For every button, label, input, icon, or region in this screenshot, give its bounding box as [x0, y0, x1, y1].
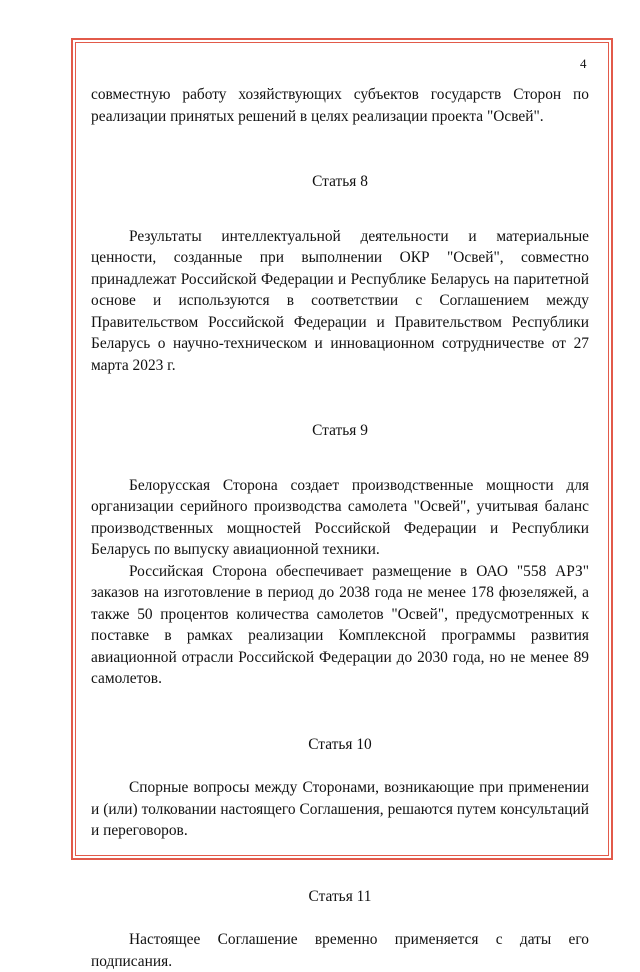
article-9-paragraph-2: Российская Сторона обеспечивает размещение в ОАО "558 АРЗ" заказов на изготовление в период до 2038 года не менее 178 фюзеляжей, а также 50 процентов количества самолетов "Освей", предусмотренных к поставке в рамках реализации Комплексной программы развития авиационной отрасли Российской Федерации до 2030 года, но не менее 89 самолетов. — [91, 562, 589, 687]
spacer — [91, 755, 589, 777]
article-8-paragraph-1: Результаты интеллектуальной деятельности и материальные ценности, созданные при выполнении ОКР "Освей", совместно принадлежат Российской Федерации и Республике Беларусь на паритетной основе и используются в соответствии с Соглашением между Правительством Российской Федерации и Правительством Республики Беларусь о научно-техническом и инновационном сотрудничестве от 27 марта 2023 г. — [91, 227, 589, 374]
article-8-heading: Статья 8 — [312, 173, 368, 190]
article-10-heading: Статья 10 — [308, 735, 372, 753]
article-11-paragraph-1: Настоящее Соглашение временно применяется с даты его подписания. — [91, 931, 589, 970]
article-10-paragraph-1: Спорные вопросы между Сторонами, возникающие при применении и (или) толковании настоящего Соглашения, решаются путем консультаций и переговоров. — [91, 779, 589, 839]
spacer — [91, 127, 589, 171]
spacer — [91, 193, 589, 226]
spacer — [91, 376, 589, 420]
article-9-heading: Статья 9 — [312, 422, 368, 439]
document-body — [91, 84, 589, 972]
spacer — [91, 442, 589, 475]
article-9-paragraph-1: Белорусская Сторона создает производственные мощности для организации серийного производства самолета "Освей", учитывая баланс производственных мощностей Российской Федерации и Республики Беларусь по выпуску авиационной техники. — [91, 476, 589, 558]
spacer — [91, 907, 589, 929]
page-number: 4 — [580, 56, 587, 71]
intro-paragraph: совместную работу хозяйствующих субъектов государств Сторон по реализации принятых решений в целях реализации проекта "Освей". — [91, 86, 589, 125]
spacer — [91, 690, 589, 734]
article-11-heading: Статья 11 — [308, 887, 372, 905]
spacer — [91, 842, 589, 886]
